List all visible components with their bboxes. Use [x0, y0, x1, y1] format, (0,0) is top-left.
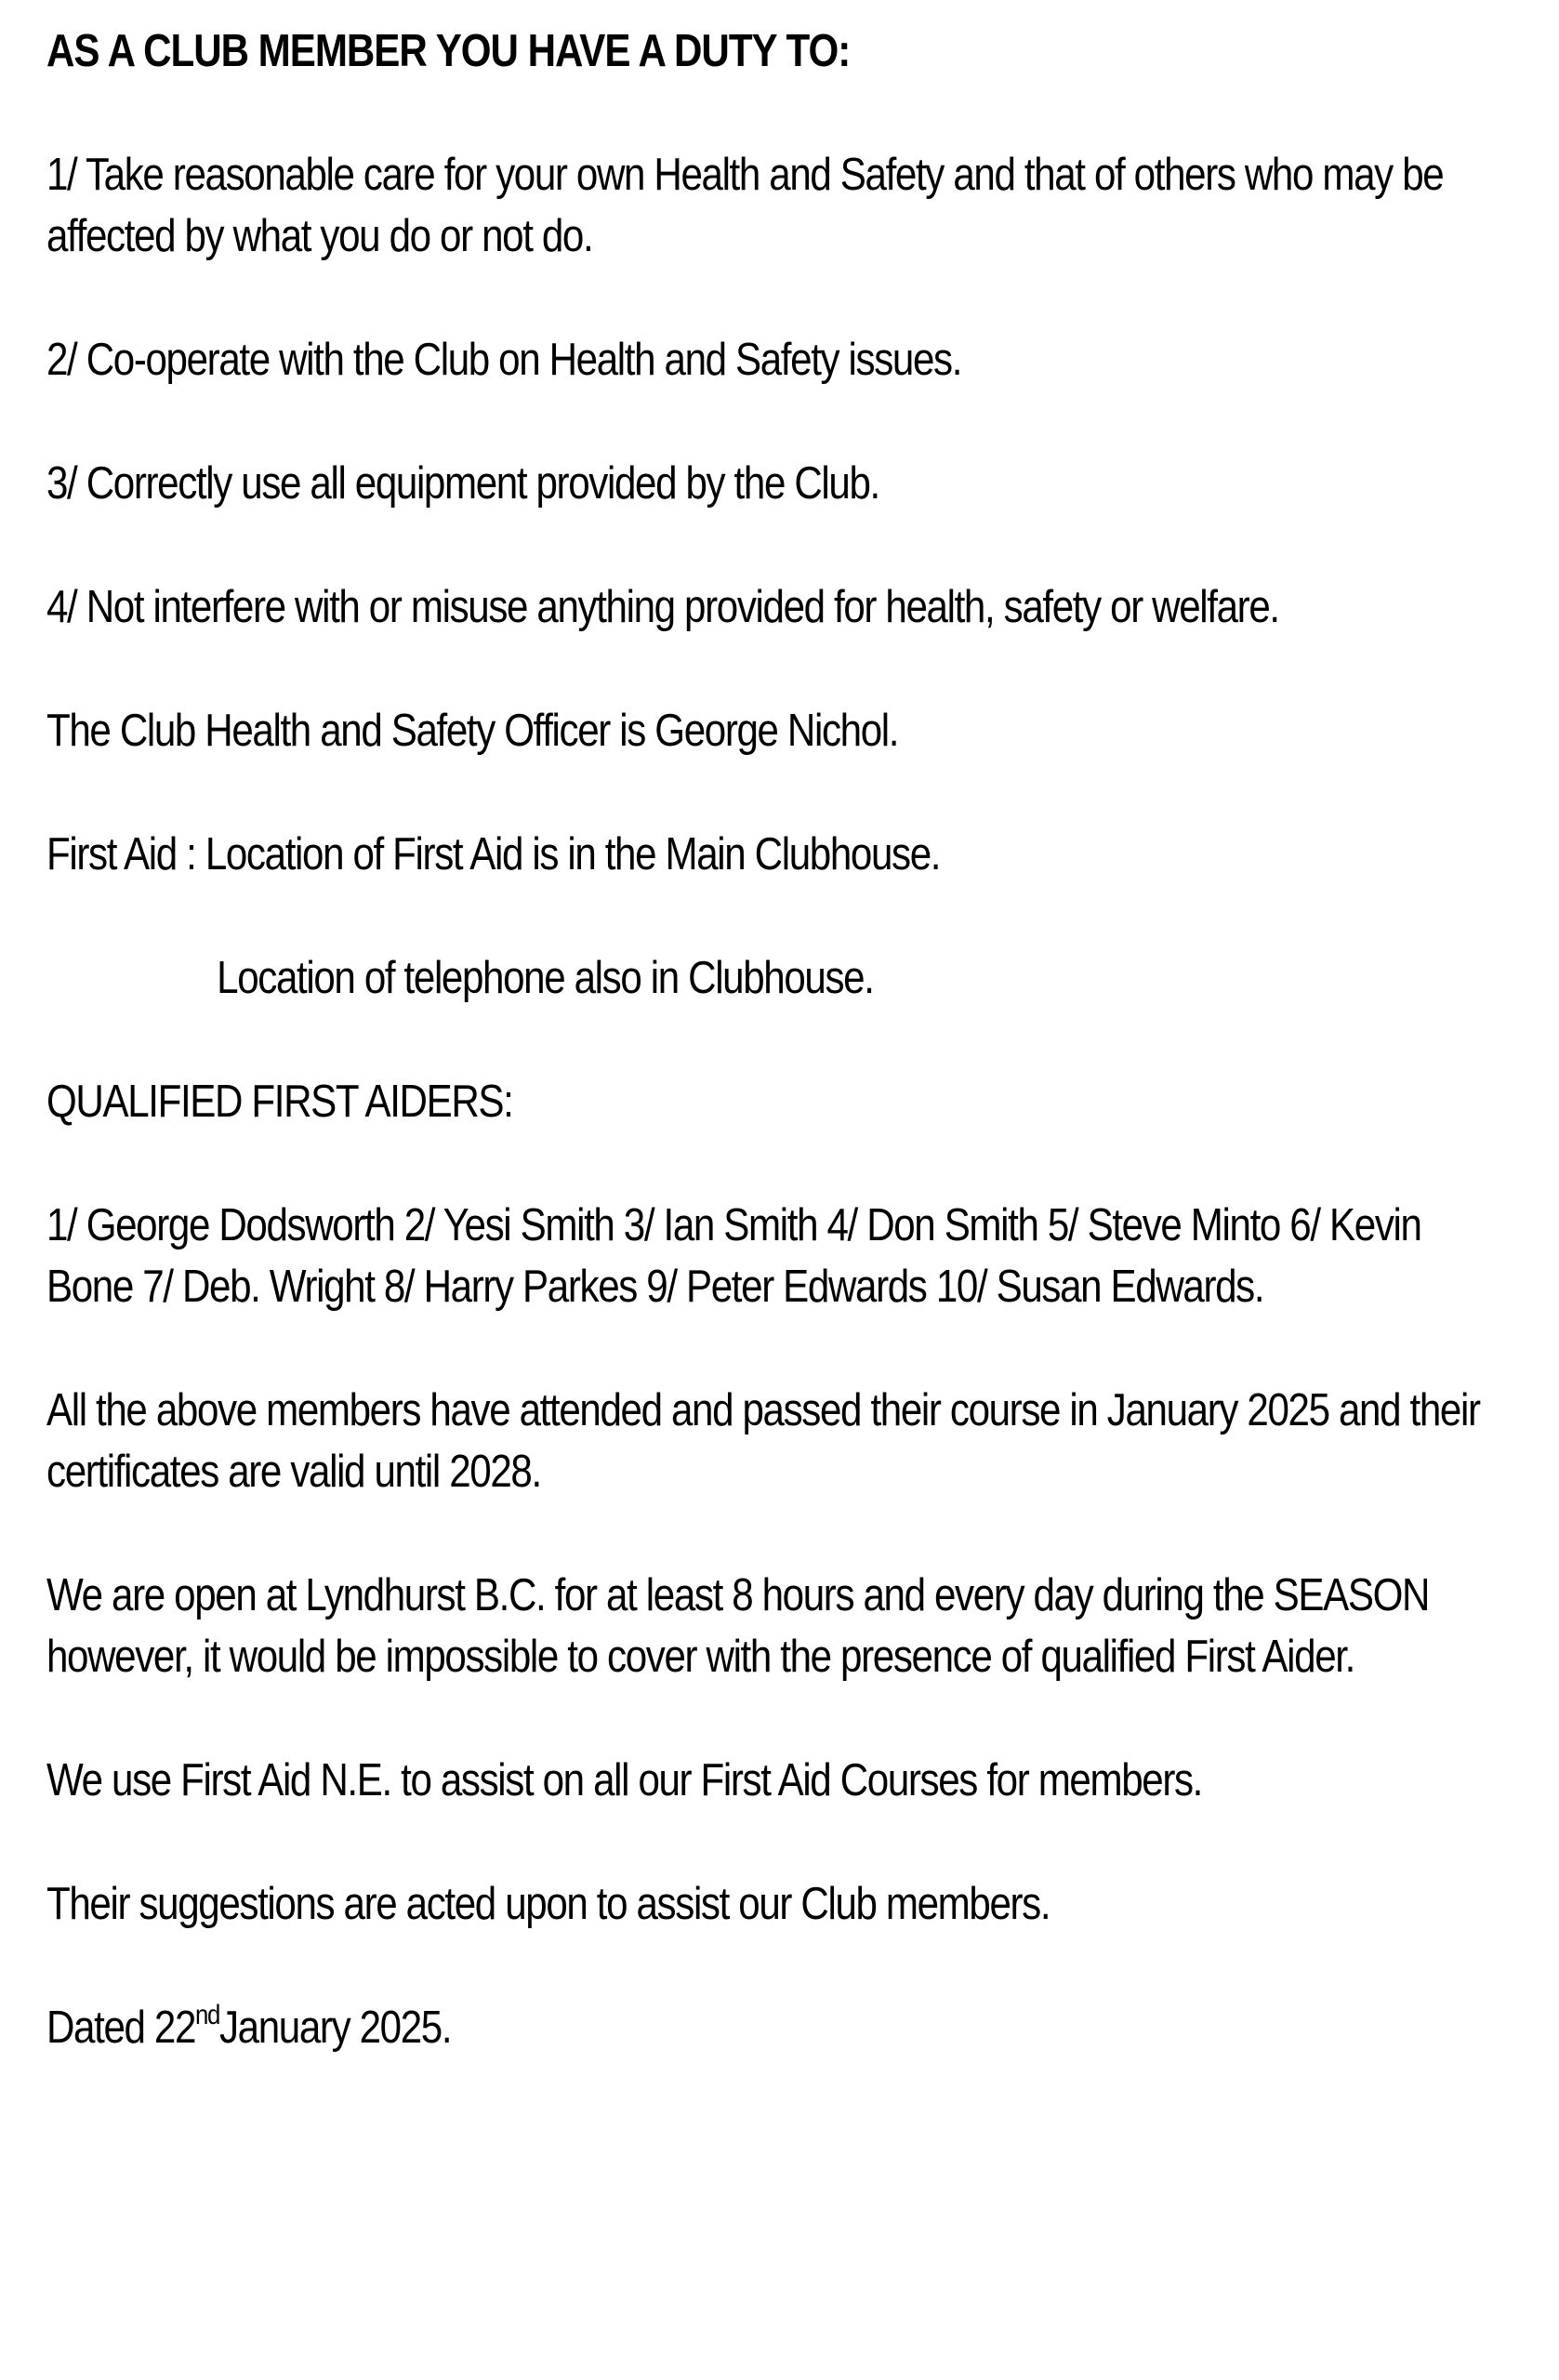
first-aiders-heading: QUALIFIED FIRST AIDERS: [46, 1077, 513, 1127]
duty-item-1: 1/ Take reasonable care for your own Health and Safety and that of others who may be affected by what you do or not do. [46, 150, 1444, 261]
duty-heading: AS A CLUB MEMBER YOU HAVE A DUTY TO: [46, 26, 851, 76]
safety-officer-statement: The Club Health and Safety Officer is George Nichol. [46, 706, 899, 756]
dated-prefix: Dated 22 [46, 2003, 196, 2053]
course-note: All the above members have attended and passed their course in January 2025 and their certificates are valid until 2028. [46, 1385, 1480, 1497]
duty-item-3: 3/ Correctly use all equipment provided by the Club. [46, 458, 879, 509]
dated-line [46, 1997, 1497, 2058]
opening-note: We are open at Lyndhurst B.C. for at least 8 hours and every day during the SEASON however, it would be impossible to cover with the presence of qualified First Aider. [46, 1570, 1430, 1682]
dated-rest: January 2025. [218, 2003, 452, 2053]
first-aiders-list: 1/ George Dodsworth 2/ Yesi Smith 3/ Ian Smith 4/ Don Smith 5/ Steve Minto 6/ Kevin Bone 7/ Deb. Wright 8/ Harry Parkes 9/ Peter Edwards 10/ Susan Edwards. [46, 1200, 1421, 1312]
first-aid-location: First Aid : Location of First Aid is in the Main Clubhouse. [46, 829, 941, 879]
duty-item-2: 2/ Co-operate with the Club on Health and Safety issues. [46, 335, 962, 385]
provider-note: We use First Aid N.E. to assist on all our First Aid Courses for members. [46, 1755, 1203, 1805]
dated-ordinal-suffix: nd [195, 2000, 219, 2030]
duty-item-4: 4/ Not interfere with or misuse anything provided for health, safety or welfare. [46, 582, 1279, 632]
suggestions-note: Their suggestions are acted upon to assist our Club members. [46, 1879, 1050, 1929]
telephone-location: Location of telephone also in Clubhouse. [217, 953, 874, 1003]
document-body [46, 20, 1497, 2121]
